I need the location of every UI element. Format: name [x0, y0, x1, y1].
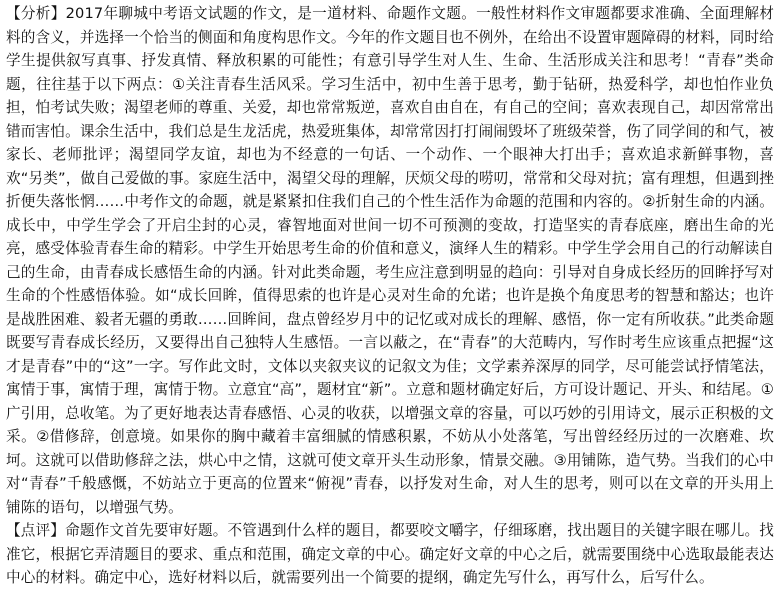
- comment-text: 命题作文首先要审好题。不管遇到什么样的题目，都要咬文嚼字，仔细琢磨，找出题目的关键字眼在哪儿。找准它，根据它弄清题目的要求、重点和范围，确定文章的中心。确定好文章的中心之后，就需要围绕中心选取最能表达中心的材料。确定中心，选好材料以后，就需要列出一个简要的提纲，确定先写什么，再写什么，后写什么。: [6, 522, 774, 586]
- analysis-paragraph: [6, 2, 774, 519]
- comment-paragraph: [6, 519, 774, 590]
- analysis-text: 2017年聊城中考语文试题的作文，是一道材料、命题作文题。一般性材料作文审题都要求准确、全面理解材料的含义，并选择一个恰当的侧面和角度构思作文。今年的作文题目也不例外，在给出不设置审题障碍的材料，同时给学生提供叙写真事、抒发真情、释放积累的可能性；有意引导学生对人生、生命、生活形成关注和思考！“青春”类命题，往往基于以下两点：①关注青春生活风采。学习生活中，初中生善于思考，勤于钻研，热爱科学，却也怕作业负担，怕考试失败；渴望老师的尊重、关爱，却也常常叛逆，喜欢自由自在，有自己的空间；喜欢表现自己，却因常常出错而害怕。课余生活中，我们总是生龙活虎，热爱班集体，却常常因打打闹闹毁坏了班级荣誉，伤了同学间的和气，被家长、老师批评；渴望同学友谊，却也为不经意的一句话、一个动作、一个眼神大打出手；喜欢追求新鲜事物，喜欢“另类”，做自己爱做的事。家庭生活中，渴望父母的理解，厌烦父母的唠叨，常常和父母对抗；富有理想，但遇到挫折便失落怅惘……中考作文的命题，就是紧紧扣住我们自己的个性生活作为命题的范围和内容的。②折射生命的内涵。成长中，中学生学会了开启尘封的心灵，睿智地面对世间一切不可预测的变故，打造坚实的青春底座，磨出生命的光亮，感受体验青春生命的精彩。中学生开始思考生命的价值和意义，演绎人生的精彩。中学生学会用自己的行动解读自己的生命，由青春成长感悟生命的内涵。针对此类命题，考生应注意到明显的趋向：引导对自身成长经历的回眸抒写对生命的个性感悟体验。如“成长回眸，值得思索的也许是心灵对生命的允诺；也许是换个角度思考的智慧和豁达；也许是战胜困难、毅者无疆的勇敢……回眸间，盘点曾经岁月中的记忆或对成长的理解、感悟，你一定有所收获。”此类命题既要写青春成长经历，又要得出自己独特人生感悟。一言以蔽之，在“青春”的大范畴内，写作时考生应该重点把握“这才是青春”中的“这”一字。写作此文时，文体以夹叙夹议的记叙文为佳；文学素养深厚的同学，尽可能尝试抒情笔法，寓情于事，寓情于理，寓情于物。立意宜“高”，题材宜“新”。立意和题材确定好后，方可设计题记、开头、和结尾。①广引用，总收笔。为了更好地表达青春感悟、心灵的收获，以增强文章的容量，可以巧妙的引用诗文，展示正积极的文采。②借修辞，创意境。如果你的胸中藏着丰富细腻的情感积累，不妨从小处落笔，写出曾经经历过的一次磨难、坎坷。这就可以借助修辞之法，烘心中之情，这就可使文章开头生动形象，情景交融。③用铺陈，造气势。当我们的心中对“青春”千般感慨，不妨站立于更高的位置来“俯视”青春，以抒发对生命，对人生的思考，则可以在文章的开头用上铺陈的语句，以增强气势。: [6, 5, 774, 516]
- analysis-tag: 【分析】: [6, 5, 66, 22]
- comment-tag: 【点评】: [6, 522, 66, 539]
